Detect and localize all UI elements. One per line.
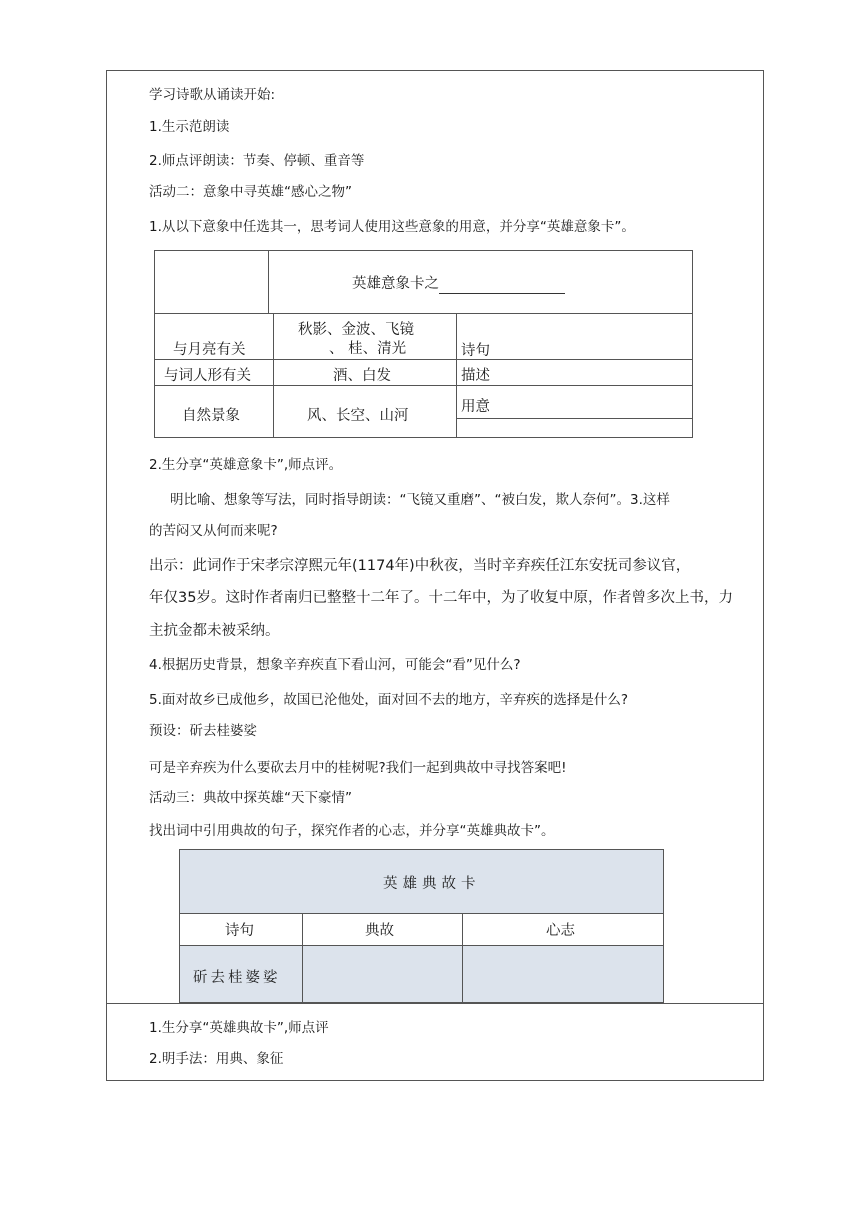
text-line: 1.生示范朗读: [149, 119, 230, 135]
images-cell: 酒、白发: [333, 368, 391, 384]
activity-heading: 活动二：意象中寻英雄“感心之物”: [149, 184, 352, 200]
text-line: 5.面对故乡已成他乡，故国已沦他处，面对回不去的地方，辛弃疾的选择是什么?: [149, 692, 629, 708]
images-cell: 秋影、金波、飞镜: [298, 322, 414, 338]
activity-heading: 活动三：典故中探英雄“天下豪情”: [149, 790, 352, 806]
text-line: 找出词中引用典故的句子，探究作者的心志，并分享“英雄典故卡”。: [149, 823, 555, 839]
text-line: 2.明手法：用典、象征: [149, 1051, 284, 1067]
category-cell: 与词人形有关: [164, 368, 251, 384]
text-line: 2.师点评朗读：节奏、停顿、重音等: [149, 153, 365, 169]
text-line: 预设：斫去桂婆娑: [149, 723, 257, 739]
text-line: 年仅35岁。这时作者南归已整整十二年了。十二年中，为了收复中原，作者曾多次上书，力: [149, 590, 733, 606]
note-cell: 描述: [461, 368, 490, 384]
text-line: 2.生分享“英雄意象卡”,师点评。: [149, 457, 343, 473]
text-line: 出示：此词作于宋孝宗淳熙元年(1174年)中秋夜，当时辛弃疾任江东安抚司参议官，: [149, 558, 691, 574]
images-cell: 风、长空、山河: [307, 408, 409, 424]
note-cell: 诗句: [461, 343, 490, 359]
category-cell: 与月亮有关: [173, 342, 246, 358]
column-header: 典故: [365, 923, 394, 939]
text-line: 1.生分享“英雄典故卡”,师点评: [149, 1020, 329, 1036]
column-header: 诗句: [225, 923, 254, 939]
allusion-card-title: 英雄典故卡: [383, 876, 481, 892]
fill-in-blank: [439, 277, 565, 294]
image-card-title: 英雄意象卡之: [352, 274, 565, 294]
text-line: 主抗金都未被采纳。: [149, 623, 280, 639]
text-line: 1.从以下意象中任选其一，思考词人使用这些意象的用意，并分享“英雄意象卡”。: [149, 219, 635, 235]
text-line: 学习诗歌从诵读开始:: [149, 87, 276, 103]
column-header: 心志: [546, 923, 575, 939]
frame-divider: [106, 1003, 764, 1004]
text-line: 4.根据历史背景，想象辛弃疾直下看山河，可能会“看”见什么?: [149, 657, 521, 673]
text-line: 可是辛弃疾为什么要砍去月中的桂树呢?我们一起到典故中寻找答案吧!: [149, 760, 567, 776]
text-line: 明比喻、想象等写法，同时指导朗读：“飞镜又重磨”、“被白发，欺人奈何”。3.这样: [170, 492, 670, 508]
text-line: 的苦闷又从何而来呢?: [149, 523, 278, 539]
row-label: 斫去桂婆娑: [193, 970, 281, 986]
category-cell: 自然景象: [182, 408, 240, 424]
note-cell: 用意: [461, 399, 490, 415]
image-card-table: [154, 250, 693, 438]
allusion-card-table: [179, 849, 664, 1003]
images-cell: 、 桂、清光: [329, 341, 407, 357]
